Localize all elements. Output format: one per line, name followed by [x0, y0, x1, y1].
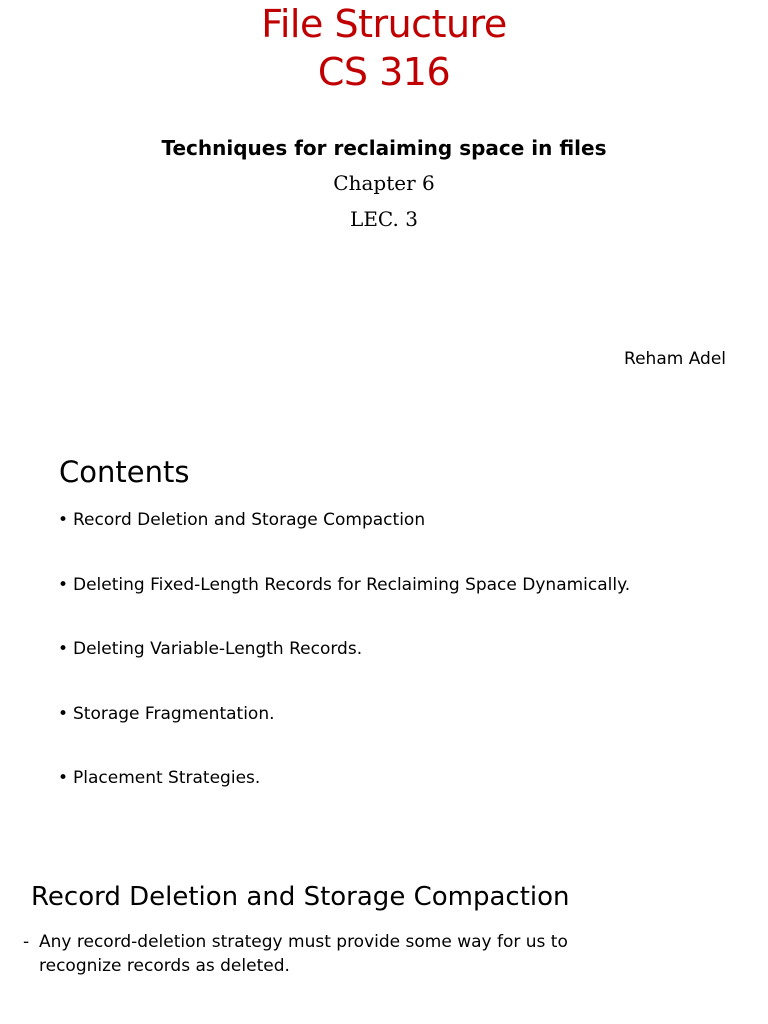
bullet-icon: •	[58, 639, 69, 659]
bullet-icon: •	[58, 768, 69, 788]
bullet-icon: •	[58, 574, 69, 595]
bullet-icon: •	[58, 703, 69, 724]
contents-slide	[0, 432, 768, 864]
list-item	[58, 766, 630, 831]
chapter-label: Chapter 6	[333, 171, 435, 195]
dash-icon: -	[23, 932, 30, 952]
contents-list	[58, 508, 630, 831]
bullet-icon: •	[58, 510, 69, 530]
list-item	[58, 573, 630, 638]
title-slide	[0, 0, 768, 432]
lecture-label: LEC. 3	[350, 207, 418, 231]
list-item-text: Record Deletion and Storage Compaction	[73, 510, 426, 530]
list-item-text: Storage Fragmentation.	[73, 703, 275, 724]
list-item	[58, 508, 630, 573]
course-title: File Structure	[261, 2, 507, 46]
list-item	[58, 702, 630, 767]
author-name: Reham Adel	[624, 349, 726, 369]
list-item-text: Deleting Fixed-Length Records for Reclaiming Space Dynamically.	[73, 574, 631, 595]
contents-heading: Contents	[59, 455, 190, 489]
dash-point	[23, 930, 663, 978]
list-item-text: Placement Strategies.	[73, 768, 261, 788]
dash-point-text: Any record-deletion strategy must provide some way for us to recognize records as deleted.	[39, 932, 568, 976]
list-item-text: Deleting Variable-Length Records.	[73, 639, 363, 659]
section-heading: Record Deletion and Storage Compaction	[31, 882, 570, 912]
record-deletion-slide	[0, 864, 768, 1024]
lecture-subtitle: Techniques for reclaiming space in files	[161, 136, 607, 160]
course-code: CS 316	[317, 50, 451, 94]
list-item	[58, 637, 630, 702]
